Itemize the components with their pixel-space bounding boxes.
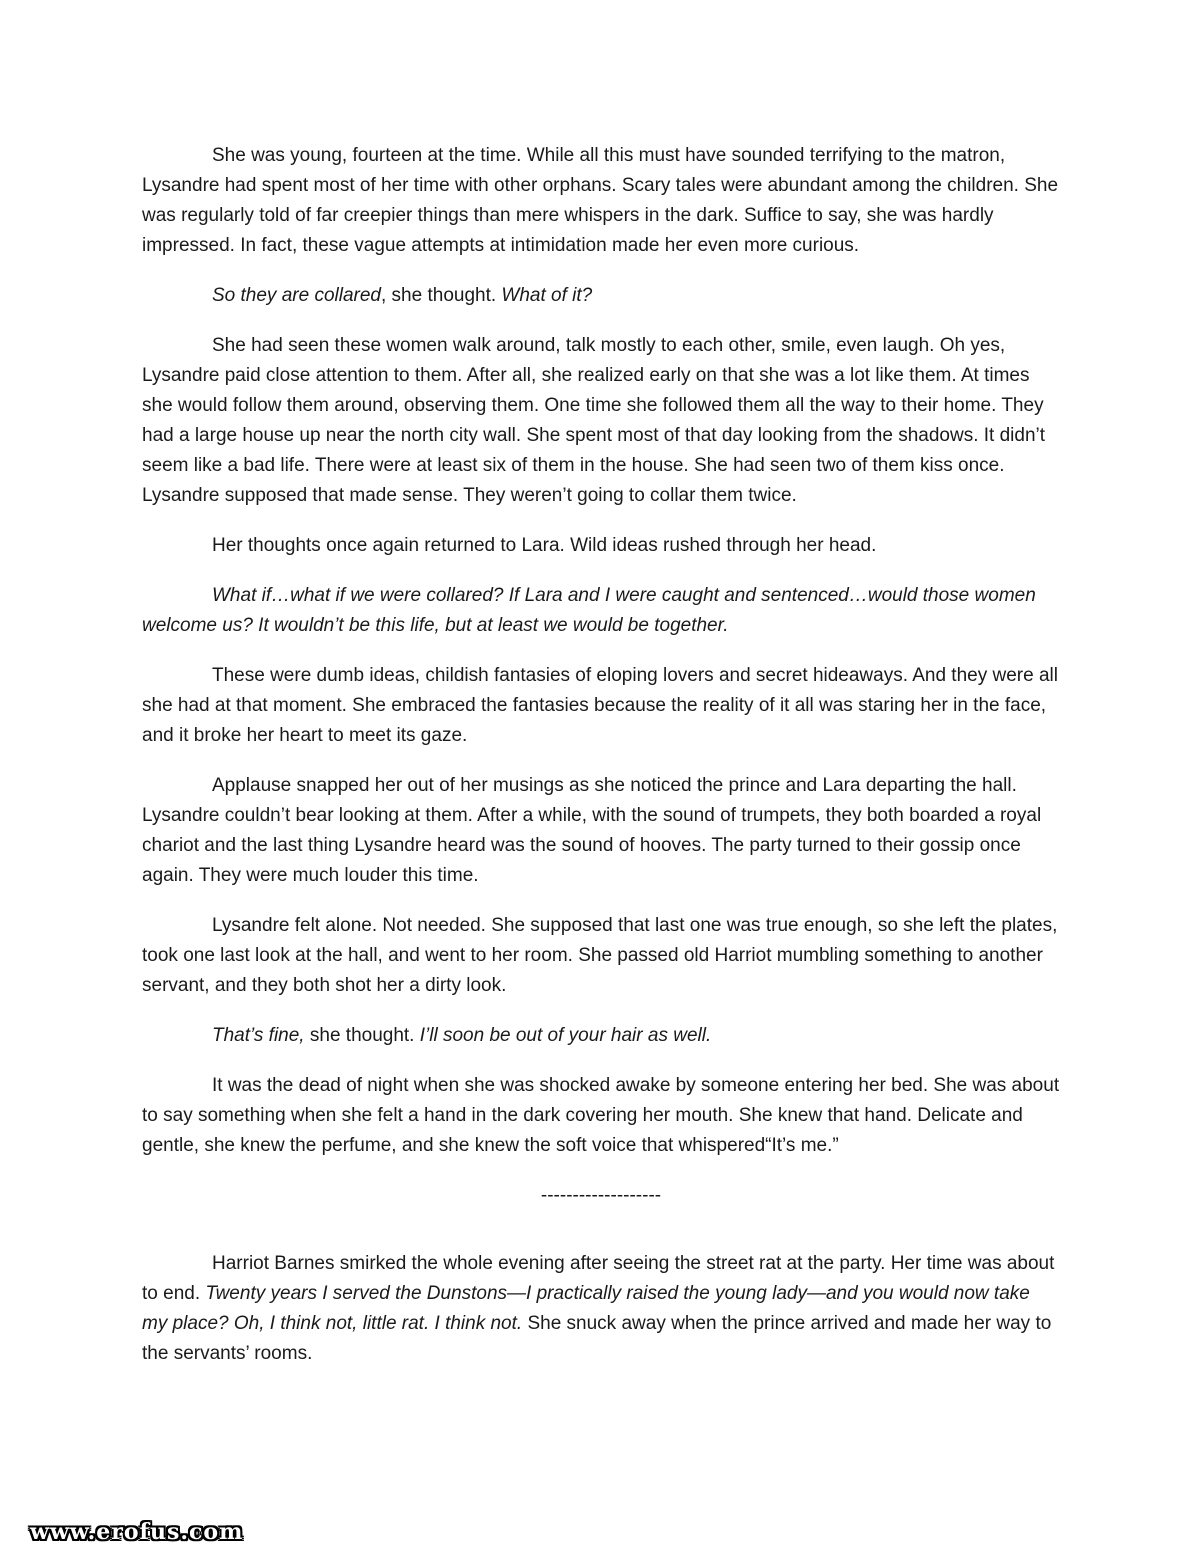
document-page [142, 141, 1060, 1369]
paragraph [142, 1249, 1060, 1369]
paragraph [142, 281, 1060, 311]
paragraph: These were dumb ideas, childish fantasies of eloping lovers and secret hideaways. And they were all she had at that moment. She embraced the fantasies because the reality of it all was staring her in the face, and it broke her heart to meet its gaze. [142, 665, 1058, 746]
italic-text: That’s fine, [212, 1025, 305, 1046]
paragraph: Lysandre felt alone. Not needed. She supposed that last one was true enough, so she left the plates, took one last look at the hall, and went to her room. She passed old Harriot mumbling something to another servant, and they both shot her a dirty look. [142, 915, 1058, 996]
text: she thought. [304, 1025, 420, 1046]
paragraph: She was young, fourteen at the time. While all this must have sounded terrifying to the matron, Lysandre had spent most of her time with other orphans. Scary tales were abundant among the children. She was regularly told of far creepier things than mere whispers in the dark. Suffice to say, she was hardly impressed. In fact, these vague attempts at intimidation made her even more curious. [142, 145, 1059, 256]
paragraph: Applause snapped her out of her musings as she noticed the prince and Lara departing the hall. Lysandre couldn’t bear looking at them. After a while, with the sound of trumpets, they both boarded a royal chariot and the last thing Lysandre heard was the sound of hooves. The party turned to their gossip once again. They were much louder this time. [142, 775, 1042, 886]
italic-text: Twenty years I served the Dunstons—I practically raised the young lady—and you would now take my place? Oh, I think not, little rat. I think not. [142, 1283, 1030, 1334]
text: She snuck away when the prince arrived and made her way to the servants’ rooms. [142, 1313, 1052, 1364]
watermark-logo: www.erofus.com [30, 1519, 244, 1545]
text: Harriot Barnes smirked the whole evening after seeing the street rat at the party. Her time was about to end. [142, 1253, 1055, 1304]
paragraph-italic: What if…what if we were collared? If Lara and I were caught and sentenced…would those women welcome us? It wouldn’t be this life, but at least we would be together. [142, 585, 1036, 636]
paragraph [142, 1021, 1060, 1051]
italic-text: So they are collared [212, 285, 381, 306]
italic-text: I’ll soon be out of your hair as well. [419, 1025, 712, 1046]
section-separator: ------------------- [540, 1185, 662, 1206]
paragraph: Her thoughts once again returned to Lara. Wild ideas rushed through her head. [212, 535, 877, 556]
paragraph: She had seen these women walk around, talk mostly to each other, smile, even laugh. Oh yes, Lysandre paid close attention to them. After all, she realized early on that she was a lot like them. At times she would follow them around, observing them. One time she followed them all the way to their home. They had a large house up near the north city wall. She spent most of that day looking from the shadows. It didn’t seem like a bad life. There were at least six of them in the house. She had seen two of them kiss once. Lysandre supposed that made sense. They weren’t going to collar them twice. [142, 335, 1046, 506]
text: , she thought. [381, 285, 502, 306]
paragraph: It was the dead of night when she was shocked awake by someone entering her bed. She was about to say something when she felt a hand in the dark covering her mouth. She knew that hand. Delicate and gentle, she knew the perfume, and she knew the soft voice that whispered“It’s me.” [142, 1075, 1060, 1156]
italic-text: What of it? [501, 285, 593, 306]
